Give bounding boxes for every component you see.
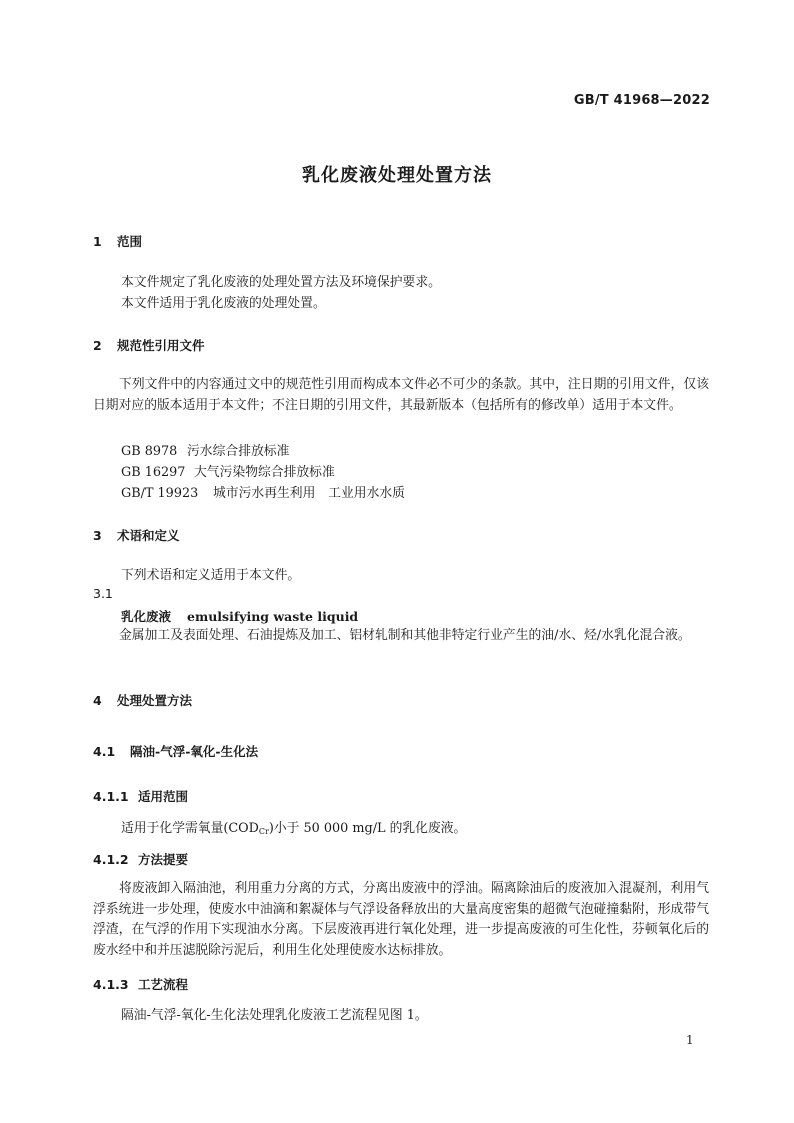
section-title: 处理处置方法 — [117, 693, 193, 708]
section-number: 4.1.1 — [93, 789, 129, 804]
reference-item — [121, 461, 335, 480]
section-3-paragraph: 下列术语和定义适用于本文件。 — [121, 568, 301, 583]
document-title: 乳化废液处理处置方法 — [302, 165, 492, 186]
section-title: 范围 — [117, 234, 143, 249]
section-number: 4.1.3 — [93, 977, 129, 992]
reference-code: GB/T 19923 — [121, 486, 199, 501]
section-4-heading — [93, 691, 192, 709]
subscript: Cr — [258, 827, 269, 836]
text-part: 适用于化学需氧量(COD — [121, 821, 259, 836]
reference-item — [121, 440, 289, 459]
standard-number: GB/T 41968—2022 — [573, 93, 710, 108]
term-english: emulsifying waste liquid — [187, 609, 359, 624]
section-4-1-1-heading — [93, 787, 188, 805]
section-title: 术语和定义 — [117, 528, 180, 543]
section-4-1-heading — [93, 742, 258, 760]
term-definition: 金属加工及表面处理、石油提炼及加工、铝材轧制和其他非特定行业产生的油/水、烃/水乳化混合液。 — [119, 628, 691, 643]
section-title: 隔油-气浮-氧化-生化法 — [130, 744, 259, 759]
section-1-paragraph-2: 本文件适用于乳化废液的处理处置。 — [121, 296, 326, 311]
page-number: 1 — [686, 1033, 694, 1047]
term-number: 3.1 — [93, 586, 113, 601]
reference-name: 大气污染物综合排放标准 — [194, 465, 335, 480]
reference-code: GB 16297 — [121, 465, 186, 480]
section-title: 方法提要 — [138, 852, 189, 867]
section-4-1-3-heading — [93, 975, 188, 993]
section-number: 4.1 — [93, 744, 116, 759]
section-title: 工艺流程 — [138, 977, 189, 992]
section-4-1-3-paragraph: 隔油-气浮-氧化-生化法处理乳化废液工艺流程见图 1。 — [121, 1008, 428, 1023]
section-4-1-1-paragraph — [121, 817, 466, 836]
section-4-1-2-heading — [93, 850, 188, 868]
section-title: 适用范围 — [138, 789, 189, 804]
section-number: 3 — [93, 528, 102, 543]
section-4-1-2-paragraph: 将废液卸入隔油池，利用重力分离的方式，分离出废液中的浮油。隔离除油后的废液加入混凝剂，利用气浮系统进一步处理，使废水中油滴和絮凝体与气浮设备释放出的大量高度密集的超微气泡碰撞黏附，形成带气浮渣，在气浮的作用下实现油水分离。下层废液再进行氧化处理，进一步提高废液的可生化性，芬顿氧化后的废水经中和并压滤脱除污泥后，利用生化处理使废水达标排放。 — [93, 881, 709, 959]
section-2-paragraph: 下列文件中的内容通过文中的规范性引用而构成本文件必不可少的条款。其中，注日期的引用文件，仅该日期对应的版本适用于本文件；不注日期的引用文件，其最新版本（包括所有的修改单）适用于本文件。 — [93, 377, 709, 413]
section-number: 2 — [93, 338, 102, 353]
text-part: )小于 50 000 mg/L 的乳化废液。 — [268, 821, 467, 836]
reference-name: 污水综合排放标准 — [187, 444, 290, 459]
reference-name: 城市污水再生利用 工业用水水质 — [213, 486, 405, 501]
section-1-paragraph-1: 本文件规定了乳化废液的处理处置方法及环境保护要求。 — [121, 275, 441, 290]
term-heading — [121, 606, 358, 625]
section-title: 规范性引用文件 — [117, 338, 205, 353]
section-number: 4.1.2 — [93, 852, 129, 867]
section-3-heading — [93, 526, 180, 544]
reference-item — [121, 482, 405, 501]
section-number: 1 — [93, 234, 102, 249]
section-2-heading — [93, 336, 205, 354]
section-number: 4 — [93, 693, 102, 708]
section-1-heading — [93, 232, 142, 250]
term-chinese: 乳化废液 — [121, 609, 172, 624]
reference-code: GB 8978 — [121, 444, 178, 459]
